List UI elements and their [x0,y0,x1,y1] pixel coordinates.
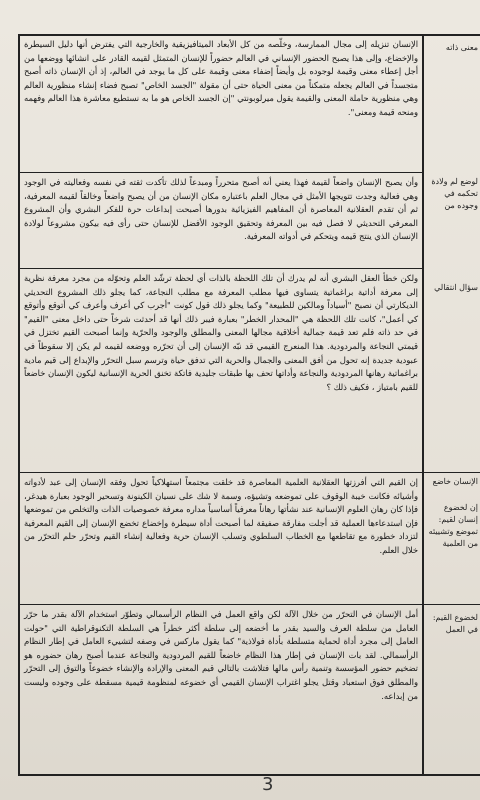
paragraph-text: وأن يصبح الإنسان واضعاً لقيمة فهذا يعني أنه أصبح متحرراً ومبدعاً لذلك تأكدت ثقته في نفسه وفعاليته في الوجود وهي فعالية وجدت تتويجها الأمثل في مجال العلم باعتباره مكان الإنسان من أن يصبح واضعاً وخالقاً لقيمه المعرفية، ثم أن تقدم العقلانية المعاصرة أن المفاهيم الفيزيائية بدورها أصبحت إبداعات حرة للفكر البشري وأن المشروع المعرفي التحديثي لا فصل فيه بين المعرفة وتحقيق الوجود الأفضل للإنسان حتى رأى فيه بيكون مشروعاً لولادة الإنسان الذي ينتج قيمه ويتحكم في أدواته المعرفية. [24,177,418,242]
row-divider [18,172,424,173]
paragraph-text: ولكن خطأ العقل البشري أنه لم يدرك أن تلك اللحظة بالذات أي لحظة ترشّد العلم وتحوّله من مجرد معرفة نظرية إلى معرفة أداتية براغماتية يتساوى فيها مطلب المعرفة مع مطلب النجاعة، كما يجلو ذلك المشروع التحديثي الديكارتي أن نصبح "أسياداً ومالكين للطبيعة" وكما يجلو ذلك قول كونت "أجرب كي أعرف وأعرف كي أتوقع وأتوقع كي أعمل"، كانت تلك اللحظة هي "المحدار الخطر" بعبارة فيبر ذلك أنها قد أحدثت شرخاً حتى داخل معنى "القيم" في حد ذاته فلم تعد قيمة جمالية أخلاقية مجالها المعنى والمطلق والوجود والحرّية وإنما أصبحت القيم تختزل في قيمتي النجاعة والمردودية. هذا المنعرج القيمي قد نبّه الإنسان إلى أن تحرّره ووضعه لقيمه لم يكن إلا سقوطاً في عبودية جديدة إنه تحول من أفق المعنى والجمال والحرية التي تدفق حياة وترسم سبل التحرّر والإبداع إلى قيم مادية براغماتية رهانها المردودية والنجاعة وأداتها تحف بها طبقات جليدية فاتكة تخنق الحرية الإنسانية ليكون الإنسان خاضعاً للقيم بامتياز ، فكيف ذلك ؟ [24,273,418,392]
margin-label: الإنسان خاضع [432,477,478,486]
margin-column-frame [424,34,480,776]
paragraph-4 [24,476,418,564]
paragraph-text: إن القيم التي أفرزتها العقلانية العلمية المعاصرة قد خلقت مجتمعاً استهلاكياً تحول وفقه الإنسان إلى عبد لأدواته وأشيائه فكانت خيبة الوقوف على تموضعه وتشيؤه، وسمة لا شك على نسيان الكينونة وتسحير الوجود بعبارة هيدغر، فإذا كان رهان العلوم الإنسانية عند نشأتها رهاناً معرفياً أساسياً مداره معرفة خصوصيات الذات والتخلص من تموضعها فإن استدعاءها العملية قد أجلت مفارقة صفيقة لما أصبحت أداة سيطرة وإخضاع تخضع الإنسان إلى القيم المعرفية لتزداد خطورة مع تقاطعها مع الخطاب السلطوي وتسلب الإنسان حرية وفعالية إنشاء القيم وتحرّر حلم التحرّر من خلال العلم. [24,477,418,555]
margin-label: معنى ذاته [445,43,478,52]
margin-label: لوضع لم ولادة تحكمه في وجوده من [431,177,478,210]
paragraph-2 [24,176,418,250]
margin-label: لخضوع القيم: في العمل [432,613,478,634]
row-divider [18,472,480,473]
row-divider [18,268,424,269]
row-divider [18,604,480,605]
margin-label: إن لخضوع إنسان لقيم: تموضع وتشييئه من العلمية [428,503,478,548]
paragraph-1 [24,38,418,126]
paragraph-5 [24,608,418,709]
paragraph-text: الإنسان تنزيله إلى مجال الممارسة، وخلّصه من كل الأبعاد الميتافيزيقية والخارجية التي يفترض أنها دليل السيطرة والإخضاع، وإلى هذا يصبح الحضور الإنساني في العالم حضوراً للإنسان المتمثل لقيمه القادر على انشائها ووضعها من أجل إعطاء معنى وقيمة لوجوده بل وأيضاً إضفاء معنى وقيمة على كل ما يوجد في العالم، إذ أن الإنسان ذاته أصبح متجسداً في العالم يجعله متمكناً من معنى الحياة حتى أن مقولة "الجسد الخاص" تصبح فضاء إنشاء منظورية العالم وهي منظورية حاملة المعنى والقيمة يقول ميرلوبونتي "إن الجسد الخاص هو ما به نستطيع معاشرة هذا العالم وفهمه ومنحه قيمة ومعنى". [24,39,418,117]
handwritten-page-number: 3 [262,774,274,795]
paragraph-text: أمل الإنسان في التحرّر من خلال الآلة لكن واقع العمل في النظام الرأسمالي وتطوّر استخدام الآلة بقدر ما حرّر العامل من سلطة العرف والسيد بقدر ما أخضعه إلى سلطة أكثر خطراً هي السلطة التكنوقراطية التي "حولت العامل إلى مجرد أداة لحماية متسلطة بأداة فولاذية" كما يقول ماركس في وصفه لتشييء العامل في إطار النظام الرأسمالي. لقد بات الإنسان في إطار هذا النظام خاضعاً للقيم المردودية والنجاعة عندما أصبح رهان حضوره هو تضخيم حضور المؤسسة وتنمية رأس مالها فتلاشت بالتالي قيم المعنى والإرادة والإنشاء خضوعاً والتوق إلى التحرّر والمطلق فوق استعباد وقتل يجلو اغتراب الإنسان القيمي أي خضوعه لمنظومة قيمية مسقطة على وجوده وليست من إبداعه. [24,609,418,701]
margin-label: سؤال انتقالي [434,283,478,292]
paragraph-3 [24,272,418,400]
